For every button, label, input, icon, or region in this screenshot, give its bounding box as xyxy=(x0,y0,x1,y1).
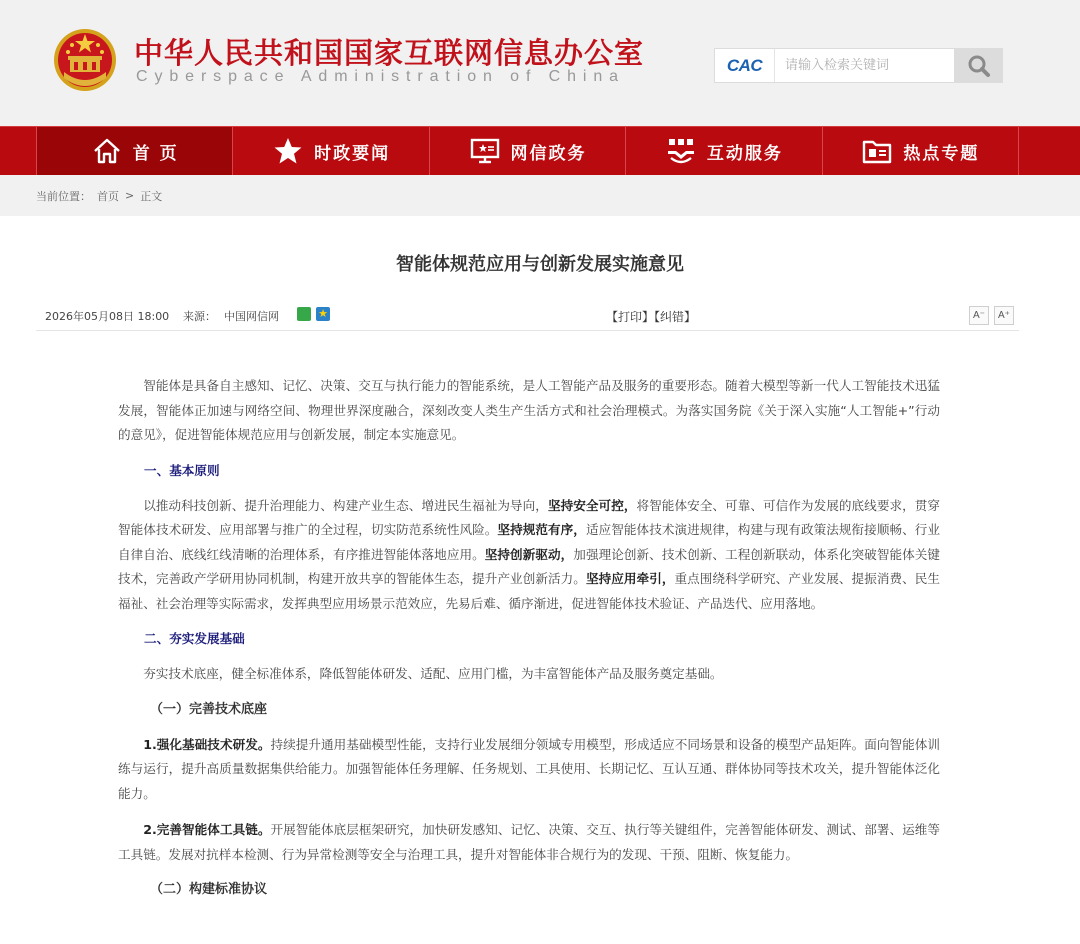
qzone-share-icon[interactable]: ★ xyxy=(316,307,330,321)
text-run: 适应智能体技术演进规律，构建与现有政策法规衔接顺畅、行业自律自治、底线红线清晰的治理体系，有序推进智能体落地应用。 xyxy=(118,522,941,562)
nav-label: 时政要闻 xyxy=(314,143,391,164)
search-box xyxy=(714,48,1002,83)
main-nav xyxy=(0,126,1080,175)
nav-label: 网信政务 xyxy=(510,143,587,164)
monitor-icon xyxy=(469,136,501,166)
bold-principle-innovation: 坚持创新驱动， xyxy=(484,546,574,562)
home-icon xyxy=(91,136,123,166)
principles-paragraph xyxy=(118,494,940,617)
nav-item-services[interactable] xyxy=(625,127,821,175)
source-name: 中国网信网 xyxy=(224,310,279,323)
tech-paragraph-1 xyxy=(118,733,940,807)
subsection-heading-tech: （一）完善技术底座 xyxy=(150,701,268,717)
nav-label: 互动服务 xyxy=(706,143,783,164)
search-button[interactable] xyxy=(954,48,1003,83)
bold-principle-application: 坚持应用牵引， xyxy=(585,571,675,586)
foundation-paragraph: 夯实技术底座，健全标准体系，降低智能体研发、适配、应用门槛，为丰富智能体产品及服务奠定基础。 xyxy=(143,666,723,681)
bold-principle-safety: 坚持安全可控， xyxy=(547,497,637,513)
handshake-icon xyxy=(665,136,697,166)
national-emblem-icon[interactable] xyxy=(52,26,118,96)
nav-label: 首 页 xyxy=(132,143,179,164)
search-input[interactable] xyxy=(776,49,954,82)
font-decrease-button[interactable]: A⁻ xyxy=(969,306,989,325)
nav-item-affairs[interactable] xyxy=(429,127,625,175)
breadcrumb-home-link[interactable]: 首页 xyxy=(97,189,119,203)
tech-paragraph-2 xyxy=(118,818,940,867)
intro-paragraph: 智能体是具备自主感知、记忆、决策、交互与执行能力的智能系统，是人工智能产品及服务的重要形态。随着大模型等新一代人工智能技术迅猛发展，智能体正加速与网络空间、物理世界深度融合，深刻改变人类生产生活方式和社会治理模式。为落实国务院《关于深入实施“人工智能+”行动的意见》，促进智能体规范应用与创新发展，制定本实施意见。 xyxy=(118,378,940,442)
breadcrumb-current: 正文 xyxy=(140,189,163,203)
article-meta xyxy=(36,303,1019,331)
text-run: 以推动科技创新、提升治理能力、构建产业生态、增进民生福祉为导向， xyxy=(143,497,548,513)
text-run: 将智能体安全、可靠、可信作为发展的底线要求，贯穿智能体技术研发、应用部署与推广的全过程，切实防范系统性风险。 xyxy=(118,497,941,537)
correction-link[interactable]: 【纠错】 xyxy=(654,310,697,324)
nav-item-news[interactable] xyxy=(232,127,428,175)
section-heading-principles: 一、基本原则 xyxy=(144,462,220,478)
text-run: 开展智能体底层框架研究，加快研发感知、记忆、决策、交互、执行等关键组件，完善智能体研发、测试、部署、运维等工具链。发展对抗样本检测、行为异常检测等安全与治理工具，提升对智能体非合规行为的发现、干预、阻断、恢复能力。 xyxy=(118,822,940,862)
article-body xyxy=(118,374,940,913)
bold-principle-order: 坚持规范有序， xyxy=(497,522,586,537)
site-header xyxy=(0,0,1080,126)
site-subtitle: Cyberspace Administration of China xyxy=(136,68,625,85)
bold-item-title: 2.完善智能体工具链。 xyxy=(143,822,271,837)
breadcrumb-prefix: 当前位置： xyxy=(36,189,91,203)
site-title: 中华人民共和国国家互联网信息办公室 xyxy=(134,36,645,70)
breadcrumb-separator: > xyxy=(125,189,135,202)
nav-item-topics[interactable] xyxy=(822,127,1019,175)
nav-item-home[interactable] xyxy=(36,127,232,175)
subsection-heading-standards: （二）构建标准协议 xyxy=(150,882,268,897)
source-label: 来源： xyxy=(183,310,216,323)
cac-logo: CAC xyxy=(715,49,775,82)
text-run: 加强理论创新、技术创新、工程创新联动，体系化突破智能体关键技术，完善政产学研用协同机制，构建开放共享的智能体生态，提升产业创新活力。 xyxy=(118,546,941,586)
nav-label: 热点专题 xyxy=(903,143,980,164)
folder-icon xyxy=(861,136,893,166)
article-tools xyxy=(606,308,696,325)
text-run: 持续提升通用基础模型性能，支持行业发展细分领域专用模型，形成适应不同场景和设备的模型产品矩阵。面向智能体训练与运行，提升高质量数据集供给能力。加强智能体任务理解、任务规划、工具使用、长期记忆、互认互通、群体协同等技术攻关，提升智能体泛化能力。 xyxy=(118,736,940,801)
article-title: 智能体规范应用与创新发展实施意见 xyxy=(396,254,684,275)
section-heading-foundation: 二、夯实发展基础 xyxy=(144,631,245,646)
bold-item-title: 1.强化基础技术研发。 xyxy=(143,736,271,752)
wechat-share-icon[interactable] xyxy=(297,307,311,321)
font-increase-button[interactable]: A⁺ xyxy=(994,306,1014,325)
breadcrumb xyxy=(0,175,1080,216)
search-icon xyxy=(966,53,992,79)
publish-date: 2026年05月08日 18:00 xyxy=(45,310,170,323)
print-link[interactable]: 【打印】 xyxy=(606,310,655,324)
text-run: 重点围绕科学研究、产业发展、提振消费、民生福祉、社会治理等实际需求，发挥典型应用场景示范效应，先易后难、循序渐进，促进智能体技术验证、产品迭代、应用落地。 xyxy=(118,571,941,611)
star-icon xyxy=(272,136,304,166)
